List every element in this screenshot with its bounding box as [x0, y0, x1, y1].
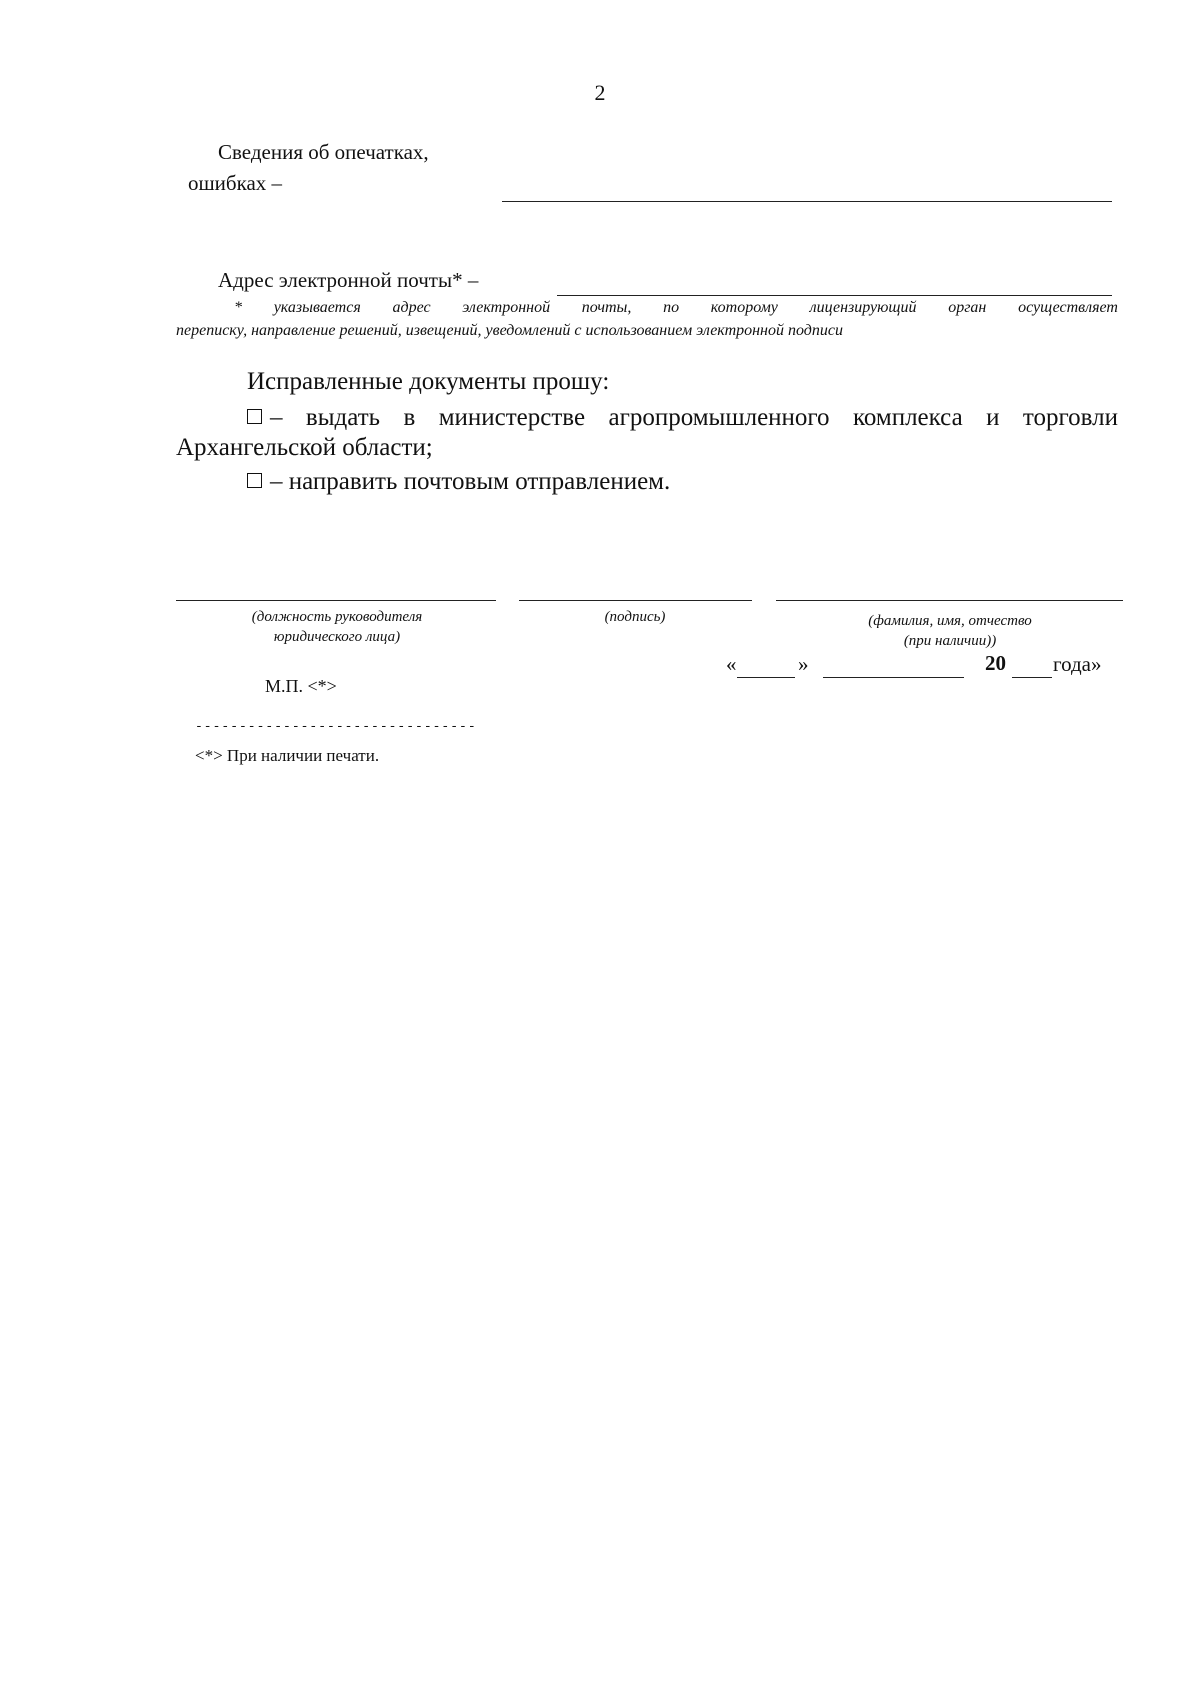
footnote-word: лицензирующий: [809, 299, 917, 316]
footnote-word: почты,: [581, 299, 632, 316]
position-caption-line2: юридического лица): [273, 629, 401, 645]
signature-caption: (подпись): [604, 609, 666, 625]
date-year-prefix: 20: [985, 651, 1006, 675]
email-input-line[interactable]: [557, 295, 1112, 296]
typos-label-line1: Сведения об опечатках,: [218, 140, 429, 164]
footnote-word: по: [663, 299, 680, 316]
position-caption-line1: (должность руководителя: [251, 609, 423, 625]
date-year-line[interactable]: [1012, 677, 1052, 678]
option1-word: –: [270, 404, 283, 431]
request-option1-line1: [176, 404, 1118, 432]
option1-word: выдать: [305, 404, 381, 431]
option2-checkbox[interactable]: [247, 473, 262, 488]
date-close-quote: »: [798, 652, 809, 676]
date-year-suffix: года»: [1053, 652, 1102, 676]
option1-first: [247, 404, 283, 432]
stamp-label: М.П. <*>: [265, 676, 337, 696]
email-label: Адрес электронной почты* –: [218, 268, 479, 292]
name-caption-line2: (при наличии)): [903, 633, 997, 649]
name-caption: [820, 611, 1080, 651]
option1-word: комплекса: [852, 404, 963, 431]
name-signature-line[interactable]: [776, 600, 1123, 601]
typos-input-line[interactable]: [502, 201, 1112, 202]
option1-word: торговли: [1022, 404, 1118, 431]
footnote-word: адрес: [392, 299, 431, 316]
footnote-word: *: [234, 299, 242, 316]
footnote-word: электронной: [462, 299, 551, 316]
name-caption-line1: (фамилия, имя, отчество: [868, 613, 1032, 629]
request-heading: Исправленные документы прошу:: [247, 368, 610, 395]
email-footnote-line2: переписку, направление решений, извещений, уведомлений с использованием электронной подписи: [176, 322, 843, 339]
email-footnote-line1: [176, 299, 1118, 317]
option1-word: в: [403, 404, 416, 431]
option1-checkbox[interactable]: [247, 409, 262, 424]
position-signature-line[interactable]: [176, 600, 496, 601]
footnote-separator: --------------------------------: [195, 719, 477, 734]
option1-word: и: [986, 404, 1000, 431]
footnote-word: которому: [710, 299, 778, 316]
option1-word: министерстве: [438, 404, 586, 431]
date-day-line[interactable]: [737, 677, 795, 678]
footnote-word: орган: [948, 299, 987, 316]
request-option1-line2: Архангельской области;: [176, 434, 433, 461]
option2-text: – направить почтовым отправлением.: [270, 468, 671, 495]
option1-word: агропромышленного: [608, 404, 830, 431]
date-open-quote: «: [726, 652, 737, 676]
footnote-word: осуществляет: [1018, 299, 1118, 316]
request-option2: [247, 468, 670, 496]
signature-line[interactable]: [519, 600, 752, 601]
typos-label-line2: ошибках –: [188, 171, 283, 195]
date-month-line[interactable]: [823, 677, 964, 678]
position-caption: [206, 607, 468, 647]
page-number: 2: [594, 80, 606, 105]
footnote-word: указывается: [273, 299, 361, 316]
footnote-text: <*> При наличии печати.: [195, 746, 380, 765]
